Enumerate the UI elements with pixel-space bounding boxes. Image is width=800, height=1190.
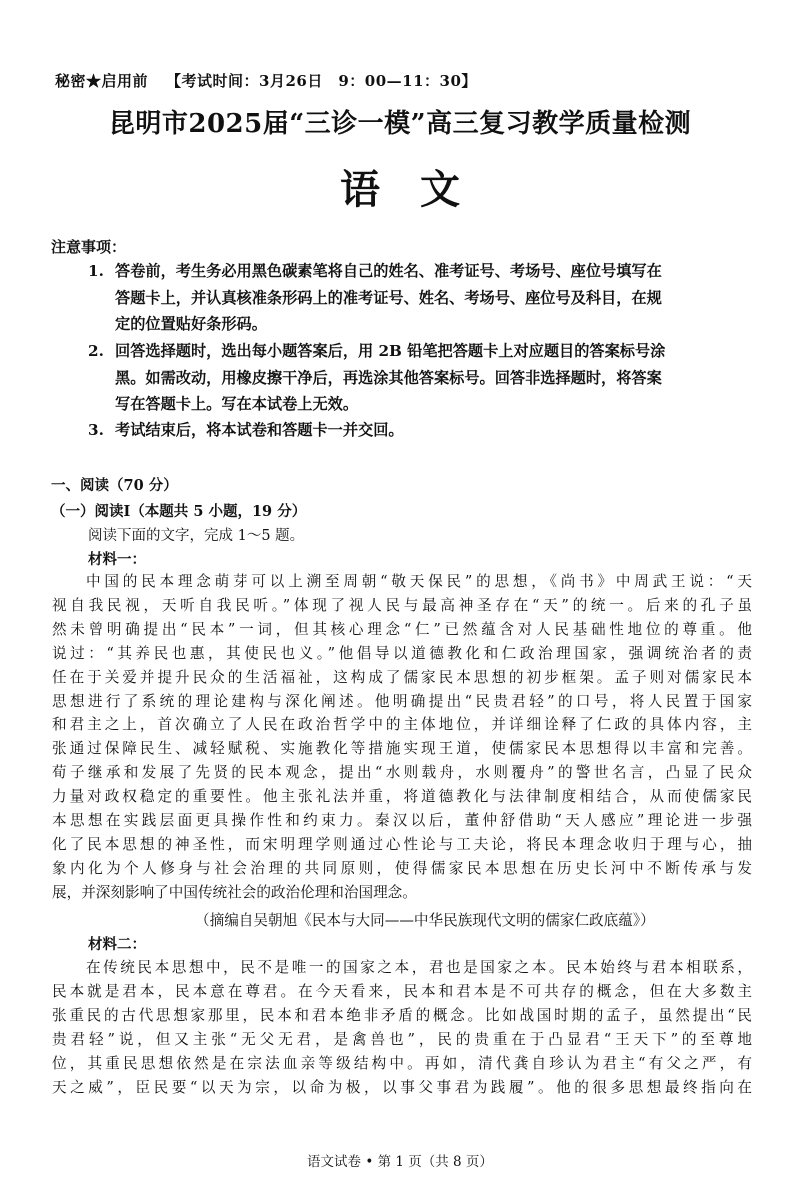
text-line: 荀子继承和发展了先贤的民本观念，提出“水则载舟，水则覆舟”的警世名言，凸显了民众 [52, 764, 752, 782]
top-line [55, 70, 477, 91]
text-line: 天之威”，臣民要“以天为宗，以命为极，以事父事君为践履”。他的很多思想最终指向在 [52, 1078, 752, 1096]
note-line: 定的位置贴好条形码。 [115, 315, 267, 333]
exam-title: 昆明市2025届“三诊一模”高三复习教学质量检测 [108, 109, 692, 139]
subsection-heading: （一）阅读Ⅰ（本题共 5 小题，19 分） [51, 503, 307, 520]
text-line: 和君主之上，首次确立了人民在政治哲学中的主体地位，并详细诠释了仁政的具体内容，主 [52, 716, 752, 734]
note-number: 3. [88, 421, 104, 439]
text-line: 中国的民本理念萌芽可以上溯至周朝“敬天保民”的思想，《尚书》中周武王说：“天 [86, 573, 752, 590]
text-line: 张通过保障民生、减轻赋税、实施教化等措施实现王道，使儒家民本思想得以丰富和完善。 [52, 740, 752, 758]
note-line: 写在答题卡上。写在本试卷上无效。 [115, 395, 358, 413]
note-line: 考试结束后，将本试卷和答题卡一并交回。 [115, 421, 404, 439]
note-item [88, 417, 768, 444]
text-line: 张重民的古代思想家那里，民本和君本绝非矛盾的概念。比如战国时期的孟子，虽然提出“民 [52, 1006, 752, 1024]
note-line: 答题卡上，并认真核准条形码上的准考证号、姓名、考场号、座位号及科目，在规 [115, 288, 662, 307]
note-number: 2. [88, 342, 104, 360]
note-item [88, 338, 768, 418]
section-heading: 一、阅读（70 分） [51, 477, 178, 494]
exam-time: 【考试时间：3月26日 9：00—11：30】 [166, 72, 477, 90]
text-line: 贵君轻”说，但又主张“无父无君，是禽兽也”，民的贵重在于凸显君“王天下”的至尊地 [52, 1030, 752, 1048]
text-line: 思想进行了系统的理论建构与深化阐述。他明确提出“民贵君轻”的口号，将人民置于国家 [52, 692, 752, 710]
subject-title: 语文 [340, 166, 500, 213]
text-line: 任在于关爱并提升民众的生活福祉，这构成了儒家民本思想的初步框架。孟子则对儒家民本 [52, 668, 752, 686]
notes-heading: 注意事项： [51, 238, 127, 256]
text-line: 展，并深刻影响了中国传统社会的政治伦理和治国理念。 [52, 883, 417, 901]
material-two-text [52, 956, 752, 1099]
text-line: 位，其重民思想依然是在宗法血亲等级结构中。再如，清代龚自珍认为君主“有父之严，有 [52, 1054, 752, 1072]
confidential-label: 秘密★启用前 [55, 72, 149, 90]
material-one-text [52, 570, 752, 905]
note-line: 答卷前，考生务必用黑色碳素笔将自己的姓名、准考证号、考场号、座位号填写在 [115, 262, 662, 280]
material-two-heading: 材料二： [88, 936, 146, 953]
text-line: 民本就是君本，民本意在尊君。在今天看来，民本和君本是不可共存的概念，但在大多数主 [52, 982, 752, 1000]
note-line: 黑。如需改动，用橡皮擦干净后，再选涂其他答案标号。回答非选择题时，将答案 [115, 368, 662, 387]
note-number: 1. [88, 262, 104, 280]
text-line: 然未曾明确提出“民本”一词，但其核心理念“仁”已然蕴含对人民基础性地位的尊重。他 [52, 620, 752, 638]
material-one-heading: 材料一： [88, 551, 146, 568]
page-footer: 语文试卷 • 第 1 页（共 8 页） [307, 1154, 493, 1170]
note-line: 回答选择题时，选出每小题答案后，用 2B 铅笔把答题卡上对应题目的答案标号涂 [115, 342, 666, 360]
text-line: 在传统民本思想中，民不是唯一的国家之本，君也是国家之本。民本始终与君本相联系， [86, 959, 752, 976]
text-line: 化了民本思想的神圣性，而宋明理学则通过心性论与工夫论，将民本理念收归于理与心，抽 [52, 835, 752, 853]
text-line: 说过：“其养民也惠，其使民也义。”他倡导以道德教化和仁政治理国家，强调统治者的责 [52, 644, 752, 662]
text-line: 象内化为个人修身与社会治理的共同原则，使得儒家民本思想在历史长河中不断传承与发 [52, 859, 752, 877]
material-one-source: （摘编自吴朝旭《民本与大同——中华民族现代文明的儒家仁政底蕴》） [195, 912, 655, 929]
text-line: 本思想在实践层面更具操作性和约束力。秦汉以后，董仲舒借助“天人感应”理论进一步强 [52, 812, 752, 830]
note-item [88, 258, 768, 338]
text-line: 力量对政权稳定的重要性。他主张礼法并重，将道德教化与法律制度相结合，从而使儒家民 [52, 788, 752, 806]
reading-instruction: 阅读下面的文字，完成 1～5 题。 [88, 528, 305, 544]
text-line: 视自我民视，天听自我民听。”体现了视人民与最高神圣存在“天”的统一。后来的孔子虽 [52, 596, 752, 614]
